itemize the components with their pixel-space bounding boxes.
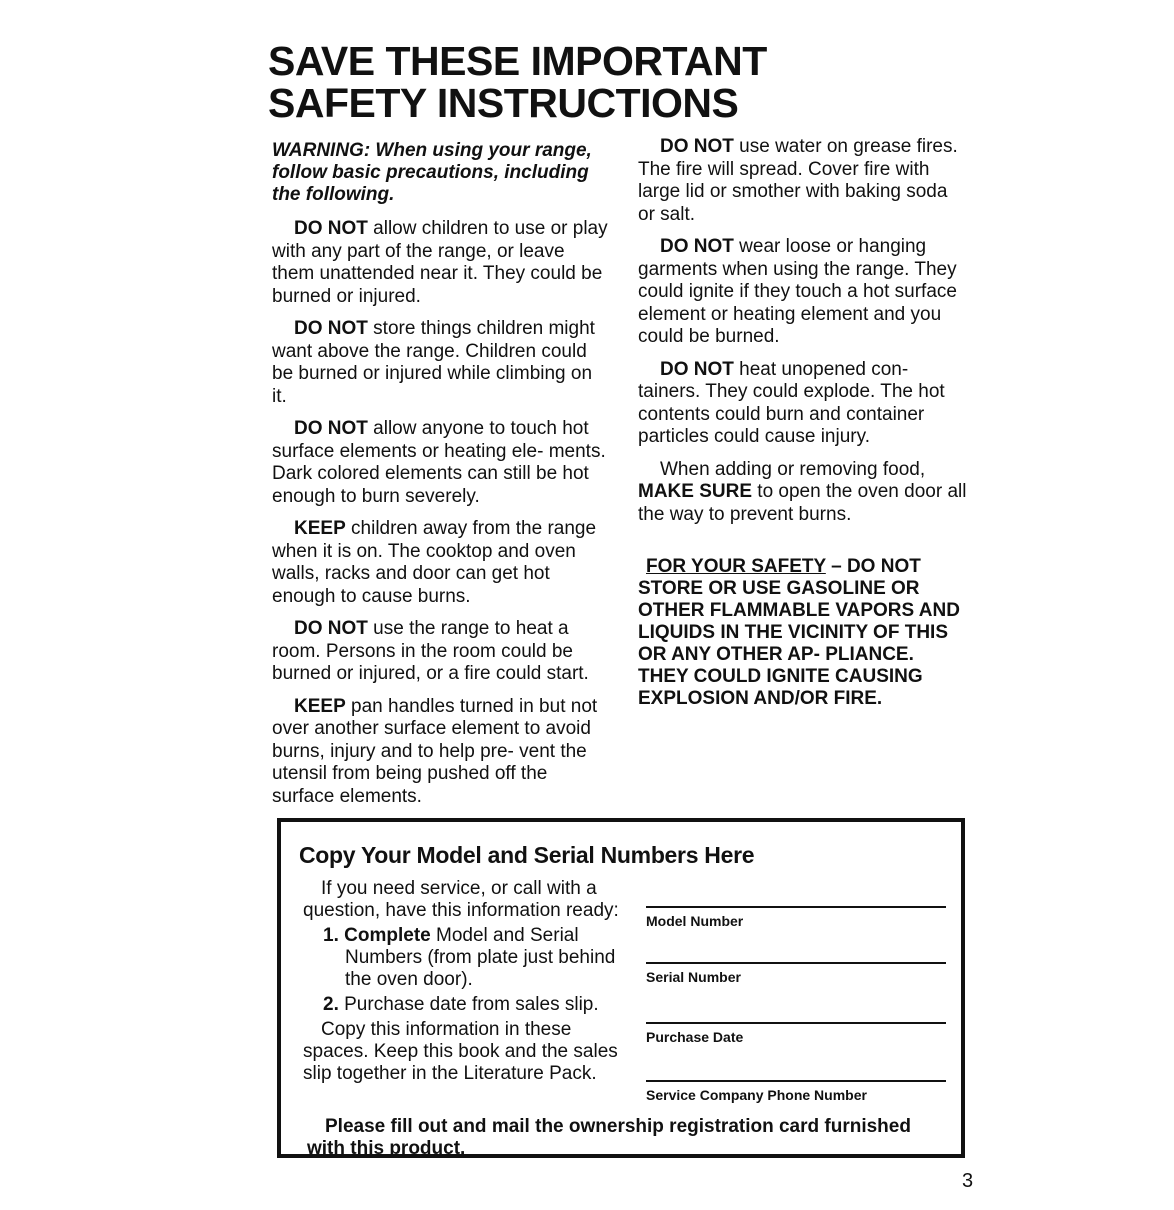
page-number: 3	[962, 1170, 974, 1192]
serial-number-field[interactable]	[646, 962, 946, 985]
copy-instructions: Copy this information in these spaces. Keep this book and the sales slip together in the Literature Pack.	[303, 1019, 618, 1084]
safety-paragraph: KEEP pan handles turned in but not over another surface element to avoid burns, injury and to help pre- vent the utensil from being pushed off the surface elements.	[272, 695, 598, 807]
step-1: 1. Complete Model and Serial Numbers (from plate just behind the oven door).	[323, 925, 616, 990]
purchase-date-line	[646, 1022, 946, 1024]
model-serial-box	[277, 818, 965, 1158]
safety-paragraph: DO NOT allow anyone to touch hot surface elements or heating ele- ments. Dark colored elements can still be hot enough to burn severely.	[272, 418, 606, 507]
purchase-date-label: Purchase Date	[646, 1029, 744, 1045]
registration-note: Please fill out and mail the ownership registration card furnished with this product.	[307, 1116, 911, 1159]
serial-number-label: Serial Number	[646, 969, 741, 985]
page-title	[268, 40, 767, 124]
title-line-2: SAFETY INSTRUCTIONS	[268, 80, 739, 126]
for-your-safety-warning: FOR YOUR SAFETY – DO NOT STORE OR USE GASOLINE OR OTHER FLAMMABLE VAPORS AND LIQUIDS IN THE VICINITY OF THIS OR ANY OTHER AP- PLIANCE. THEY COULD IGNITE CAUSING EXPLOSION AND/OR FIRE.	[638, 556, 960, 709]
title-line-1: SAVE THESE IMPORTANT	[268, 38, 767, 84]
safety-paragraph: DO NOT use the range to heat a room. Persons in the room could be burned or injured, or a fire could start.	[272, 618, 589, 684]
warning-text: WARNING: When using your range, follow basic precautions, including the following.	[272, 140, 592, 205]
adding-food-paragraph: When adding or removing food, MAKE SURE to open the oven door all the way to prevent burns.	[638, 458, 967, 525]
purchase-date-field[interactable]	[646, 1022, 946, 1045]
safety-paragraph: KEEP children away from the range when it is on. The cooktop and oven walls, racks and door can get hot enough to cause burns.	[272, 518, 597, 607]
serial-number-line	[646, 962, 946, 964]
box-intro: If you need service, or call with a question, have this information ready:	[303, 878, 619, 921]
model-number-line	[646, 906, 946, 908]
left-column	[272, 140, 612, 818]
service-phone-label: Service Company Phone Number	[646, 1087, 867, 1103]
safety-paragraph: DO NOT wear loose or hanging garments when using the range. They could ignite if they touch a hot surface element or heating element and you could be burned.	[638, 236, 957, 347]
safety-paragraph: DO NOT store things children might want above the range. Children could be burned or injured while climbing on it.	[272, 318, 595, 407]
safety-paragraph: DO NOT use water on grease fires. The fire will spread. Cover fire with large lid or smother with baking soda or salt.	[638, 136, 958, 225]
box-instructions	[303, 878, 633, 1085]
service-phone-field[interactable]	[646, 1080, 946, 1103]
model-number-field[interactable]	[646, 906, 946, 929]
safety-paragraph: DO NOT allow children to use or play with any part of the range, or leave them unattended near it. They could be burned or injured.	[272, 218, 608, 307]
safety-paragraph: DO NOT heat unopened con- tainers. They could explode. The hot contents could burn and container particles could cause injury.	[638, 358, 945, 447]
model-number-label: Model Number	[646, 913, 744, 929]
box-title: Copy Your Model and Serial Numbers Here	[299, 842, 755, 868]
right-column	[638, 136, 968, 729]
step-2: 2. Purchase date from sales slip.	[323, 994, 599, 1015]
service-phone-line	[646, 1080, 946, 1082]
